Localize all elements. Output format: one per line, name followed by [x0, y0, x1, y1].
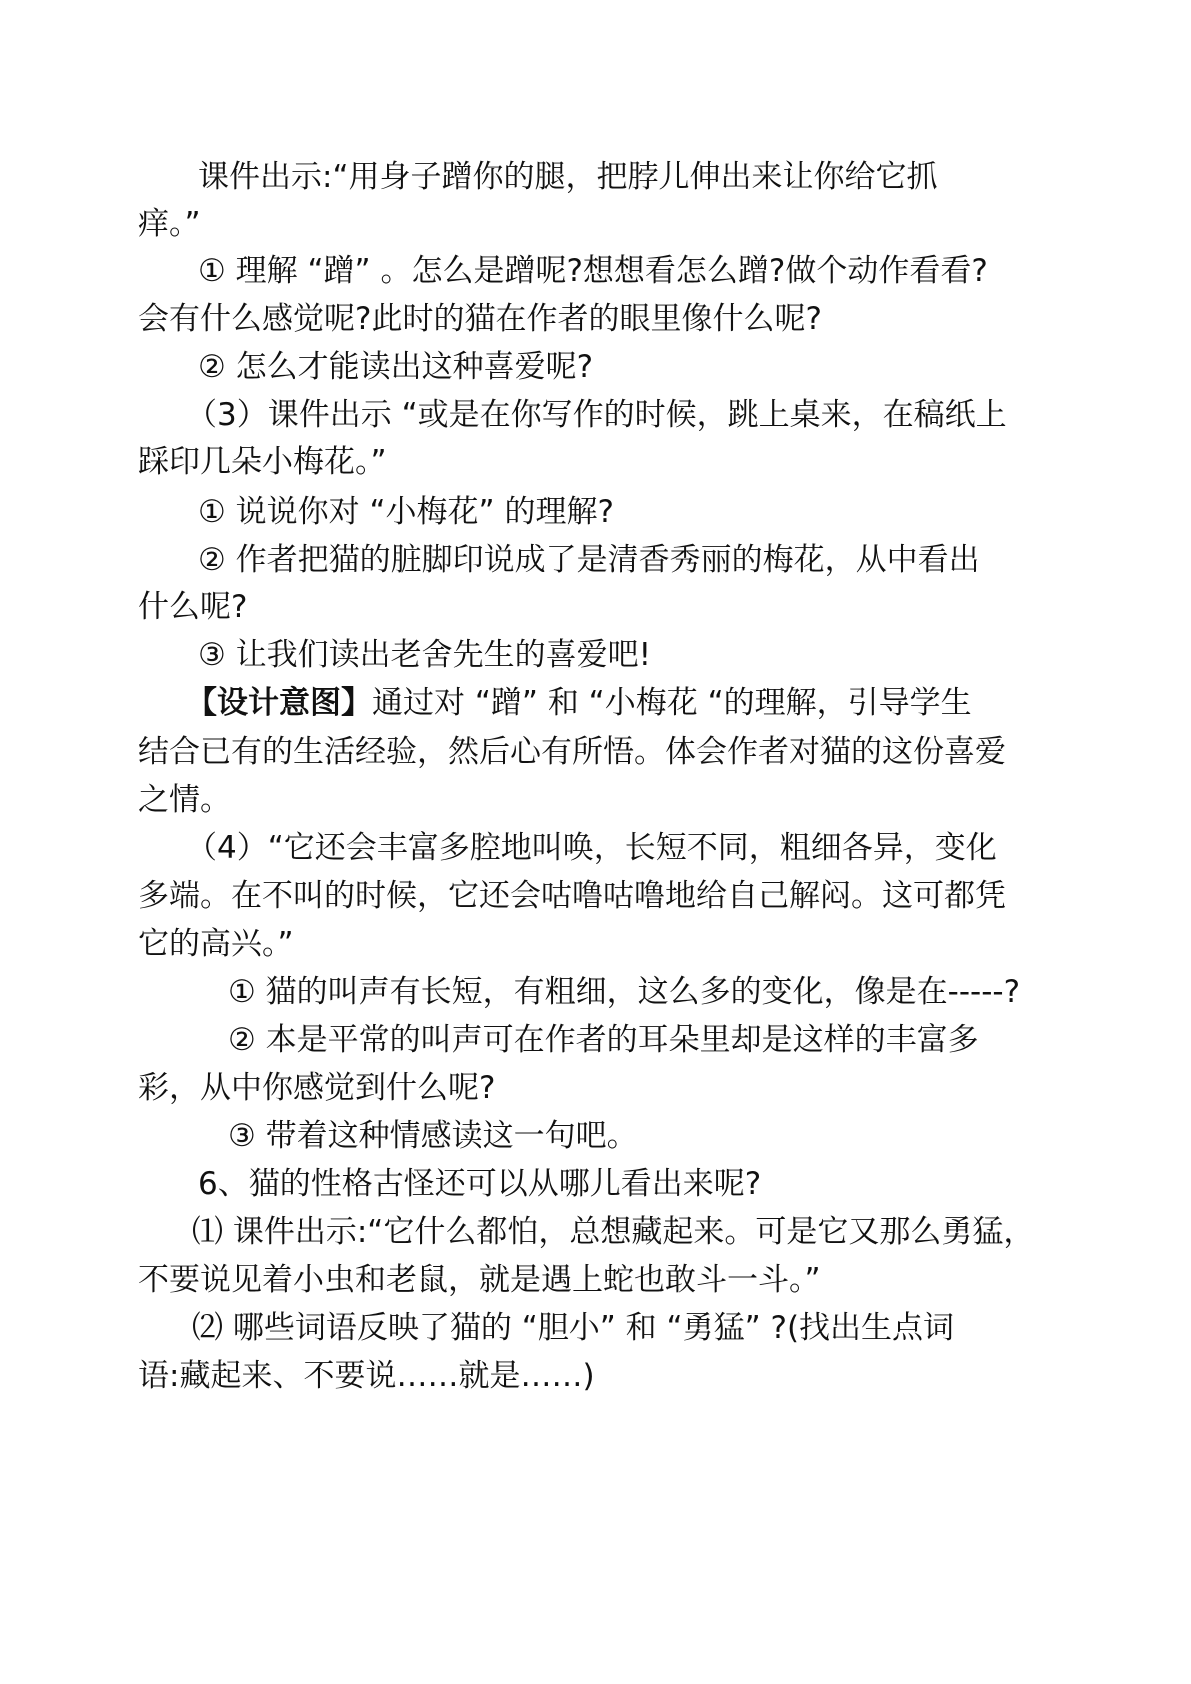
paragraph-line: ③ 让我们读出老舍先生的喜爱吧!: [198, 637, 652, 673]
paragraph-line: 多端。在不叫的时候，它还会咕噜咕噜地给自己解闷。这可都凭: [138, 878, 1006, 914]
paragraph-line: 会有什么感觉呢?此时的猫在作者的眼里像什么呢?: [138, 301, 822, 337]
paragraph-line: 彩，从中你感觉到什么呢?: [138, 1070, 496, 1106]
paragraph-line: ② 本是平常的叫声可在作者的耳朵里却是这样的丰富多: [228, 1022, 979, 1058]
design-intent-text: 通过对 “蹭” 和 “小梅花 “的理解，引导学生: [372, 685, 972, 721]
paragraph-line: 不要说见着小虫和老鼠，就是遇上蛇也敢斗一斗。”: [138, 1262, 821, 1298]
paragraph-line: ① 说说你对 “小梅花” 的理解?: [198, 494, 614, 530]
paragraph-line: 6、猫的性格古怪还可以从哪儿看出来呢?: [198, 1166, 762, 1202]
paragraph-line: 什么呢?: [138, 589, 248, 625]
design-intent-label: 【设计意图】: [186, 685, 372, 721]
paragraph-line: ⑵ 哪些词语反映了猫的 “胆小” 和 “勇猛” ?(找出生点词: [192, 1310, 955, 1346]
paragraph-line: ⑴ 课件出示:“它什么都怕，总想藏起来。可是它又那么勇猛，: [192, 1214, 1035, 1250]
paragraph-line: （4）“它还会丰富多腔地叫唤，长短不同，粗细各异，变化: [186, 830, 997, 866]
paragraph-line: ③ 带着这种情感读这一句吧。: [228, 1118, 638, 1154]
paragraph-line: 痒。”: [138, 206, 201, 242]
paragraph-line: （3）课件出示 “或是在你写作的时候，跳上桌来，在稿纸上: [186, 397, 1007, 433]
design-intent-line: [186, 683, 972, 723]
paragraph-line: 结合已有的生活经验，然后心有所悟。体会作者对猫的这份喜爱: [138, 734, 1006, 770]
paragraph-line: 之情。: [138, 782, 231, 818]
paragraph-line: 课件出示:“用身子蹭你的腿，把脖儿伸出来让你给它抓: [198, 159, 938, 195]
paragraph-line: 踩印几朵小梅花。”: [138, 444, 387, 480]
paragraph-line: ① 猫的叫声有长短，有粗细，这么多的变化，像是在-----?: [228, 974, 1021, 1010]
paragraph-line: 语:藏起来、不要说……就是……): [138, 1358, 595, 1394]
paragraph-line: ② 怎么才能读出这种喜爱呢?: [198, 349, 594, 385]
paragraph-line: ② 作者把猫的脏脚印说成了是清香秀丽的梅花，从中看出: [198, 542, 980, 578]
paragraph-line: ① 理解 “蹭” 。怎么是蹭呢?想想看怎么蹭?做个动作看看?: [198, 253, 988, 289]
paragraph-line: 它的高兴。”: [138, 926, 294, 962]
